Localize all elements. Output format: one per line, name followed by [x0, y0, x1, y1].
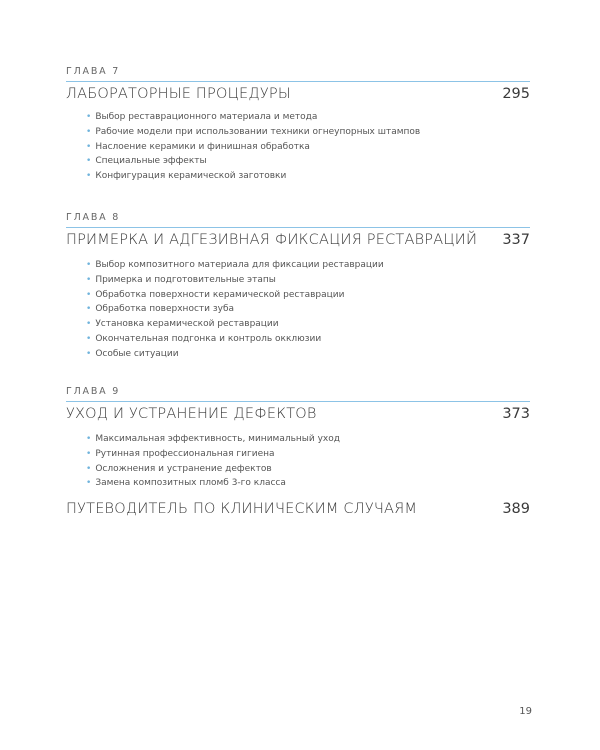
bullet-icon: •	[86, 141, 92, 152]
chapter-8	[66, 212, 530, 362]
chapter-page-number[interactable]: 337	[502, 232, 530, 248]
bullet-icon: •	[86, 319, 92, 330]
bullet-icon: •	[86, 274, 92, 285]
bullet-icon: •	[86, 304, 92, 315]
chapter-divider	[66, 227, 530, 228]
topic-item[interactable]	[86, 288, 530, 303]
topic-text: Установка керамической реставрации	[95, 319, 279, 330]
chapter-title-row[interactable]	[66, 86, 530, 106]
chapter-label: ГЛАВА 8	[66, 212, 121, 223]
page-number: 19	[519, 706, 532, 717]
topic-text: Обработка поверхности керамической реставрации	[95, 289, 345, 300]
chapter-7	[66, 66, 530, 184]
chapter-9	[66, 386, 530, 491]
bullet-icon: •	[86, 171, 92, 182]
topic-text: Рабочие модели при использовании техники огнеупорных штампов	[95, 126, 421, 137]
topic-text: Замена композитных пломб 3-го класса	[95, 478, 286, 489]
topic-text: Рутинная профессиональная гигиена	[95, 448, 275, 459]
topic-item[interactable]	[86, 317, 530, 332]
bullet-icon: •	[86, 112, 92, 122]
topic-item[interactable]	[86, 447, 530, 462]
bullet-icon: •	[86, 434, 92, 444]
guide-title-row[interactable]	[66, 501, 530, 521]
topic-item[interactable]	[86, 302, 530, 317]
topic-text: Наслоение керамики и финишная обработка	[95, 141, 310, 152]
chapter-page-number[interactable]: 373	[502, 406, 530, 422]
chapter-title-row[interactable]	[66, 406, 530, 426]
topic-list	[66, 432, 530, 491]
topic-list	[66, 258, 530, 362]
chapter-title[interactable]: ЛАБОРАТОРНЫЕ ПРОЦЕДУРЫ	[66, 86, 291, 102]
chapter-title[interactable]: УХОД И УСТРАНЕНИЕ ДЕФЕКТОВ	[66, 406, 317, 422]
topic-text: Конфигурация керамической заготовки	[95, 171, 287, 182]
chapter-divider	[66, 401, 530, 402]
bullet-icon: •	[86, 463, 92, 474]
topic-item[interactable]	[86, 462, 530, 477]
topic-text: Осложнения и устранение дефектов	[95, 463, 272, 474]
bullet-icon: •	[86, 260, 92, 270]
bullet-icon: •	[86, 348, 92, 359]
topic-item[interactable]	[86, 332, 530, 347]
topic-list	[66, 110, 530, 184]
chapter-title[interactable]: ПРИМЕРКА И АДГЕЗИВНАЯ ФИКСАЦИЯ РЕСТАВРАЦИЙ	[66, 232, 478, 248]
topic-item[interactable]	[86, 476, 530, 491]
topic-text: Специальные эффекты	[95, 156, 207, 167]
topic-text: Окончательная подгонка и контроль окклюзии	[95, 333, 322, 344]
topic-item[interactable]	[86, 169, 530, 184]
topic-text: Выбор реставрационного материала и метода	[95, 112, 318, 122]
topic-item[interactable]	[86, 432, 530, 447]
chapter-title-row[interactable]	[66, 232, 530, 252]
chapter-label: ГЛАВА 9	[66, 386, 121, 397]
topic-item[interactable]	[86, 140, 530, 155]
bullet-icon: •	[86, 289, 92, 300]
chapter-page-number[interactable]: 295	[502, 86, 530, 102]
topic-text: Примерка и подготовительные этапы	[95, 274, 276, 285]
bullet-icon: •	[86, 448, 92, 459]
guide-page-number[interactable]: 389	[502, 501, 530, 517]
clinical-guide-entry[interactable]	[66, 497, 530, 521]
topic-item[interactable]	[86, 125, 530, 140]
topic-item[interactable]	[86, 273, 530, 288]
topic-text: Обработка поверхности зуба	[95, 304, 235, 315]
topic-item[interactable]	[86, 110, 530, 125]
guide-title[interactable]: ПУТЕВОДИТЕЛЬ ПО КЛИНИЧЕСКИМ СЛУЧАЯМ	[66, 501, 418, 517]
topic-item[interactable]	[86, 258, 530, 273]
chapter-label: ГЛАВА 7	[66, 66, 121, 77]
topic-item[interactable]	[86, 154, 530, 169]
chapter-divider	[66, 81, 530, 82]
bullet-icon: •	[86, 478, 92, 489]
bullet-icon: •	[86, 126, 92, 137]
topic-text: Выбор композитного материала для фиксации реставрации	[95, 260, 384, 270]
topic-text: Максимальная эффективность, минимальный уход	[95, 434, 340, 444]
bullet-icon: •	[86, 333, 92, 344]
topic-item[interactable]	[86, 347, 530, 362]
bullet-icon: •	[86, 156, 92, 167]
topic-text: Особые ситуации	[95, 348, 179, 359]
